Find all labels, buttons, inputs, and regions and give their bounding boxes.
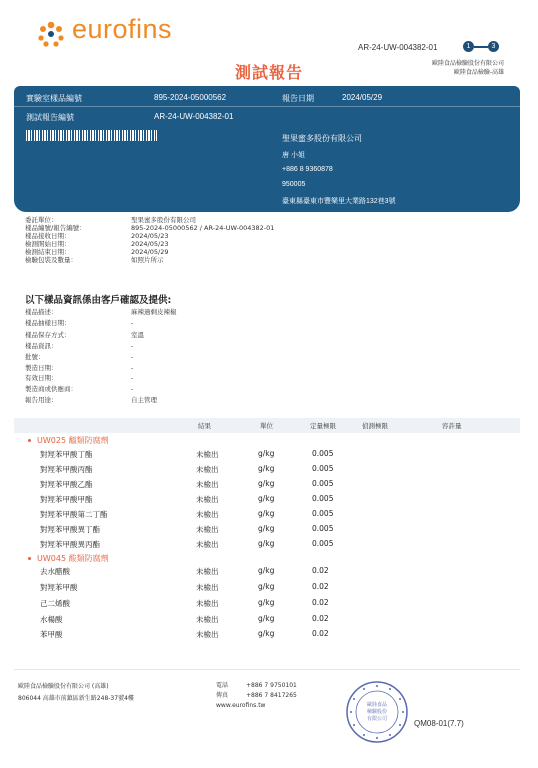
info-value: 2024/05/23 (131, 232, 169, 240)
info-value: 室溫 (131, 331, 144, 339)
analyte-unit: g/kg (258, 464, 275, 473)
report-no-label: 測試報告編號 (26, 113, 74, 122)
analyte-result: 未檢出 (196, 567, 219, 576)
client-address: 臺東縣臺東市豐樂里大業路132巷3號 (282, 198, 396, 205)
analyte-name: 對羥苯甲酸乙酯 (40, 480, 93, 489)
analyte-unit: g/kg (258, 479, 275, 488)
tel-value: +886 7 9750101 (246, 682, 297, 689)
info-label: 樣品編號/報告編號： (25, 224, 86, 232)
analyte-result: 未檢出 (196, 510, 219, 519)
analyte-name: 對羥苯甲酸丙酯 (40, 465, 93, 474)
footer-contact-block (216, 681, 297, 711)
svg-text:歐陸食品: 歐陸食品 (366, 702, 388, 708)
analyte-name: 對羥苯甲酸丁酯 (40, 450, 93, 459)
analyte-result: 未檢出 (196, 450, 219, 459)
client-postal: 950005 (282, 181, 306, 188)
footer-company: 歐陸食品檢驗股份有限公司 (高雄) (18, 683, 109, 690)
analyte-unit: g/kg (258, 629, 275, 638)
company-seal-icon (345, 680, 409, 744)
analyte-result: 未檢出 (196, 615, 219, 624)
info-label: 樣品抽樣日期： (25, 319, 71, 327)
info-label: 委託單位： (25, 216, 58, 224)
footer-web[interactable]: www.eurofins.tw (216, 702, 266, 709)
info-label: 樣品資訊： (25, 342, 58, 350)
footer-fax-row (216, 691, 297, 701)
footer-divider (14, 669, 520, 670)
report-date-label: 報告日期 (282, 94, 314, 103)
bullet-icon (28, 439, 31, 442)
barcode (26, 130, 157, 141)
info-label: 檢測結束日期： (25, 248, 71, 256)
info-label: 有效日期： (25, 374, 58, 382)
test-group-title (28, 435, 109, 446)
info-value: - (131, 342, 134, 350)
analyte-result: 未檢出 (196, 630, 219, 639)
analyte-unit: g/kg (258, 494, 275, 503)
footer-company-block (18, 681, 134, 705)
col-unit: 單位 (260, 422, 273, 430)
analyte-loq: 0.005 (312, 494, 334, 503)
info-label: 樣品接收日期： (25, 232, 71, 240)
info-label: 樣品保存方式： (25, 331, 71, 339)
report-date: 2024/05/29 (342, 93, 383, 102)
info-label: 樣品描述： (25, 308, 58, 316)
analyte-unit: g/kg (258, 449, 275, 458)
form-code: QM08-01(7.7) (414, 719, 464, 728)
analyte-name: 對羥苯甲酸甲酯 (40, 495, 93, 504)
bullet-icon (28, 557, 31, 560)
group-title-text: UW045 酸類防腐劑 (37, 554, 109, 563)
svg-text:有限公司: 有限公司 (366, 716, 388, 722)
analyte-loq: 0.02 (312, 582, 329, 591)
banner-divider (14, 106, 520, 107)
report-no: AR-24-UW-004382-01 (154, 112, 234, 121)
page-title: 測試報告 (234, 63, 303, 82)
analyte-name: 水楊酸 (40, 615, 63, 624)
analyte-name: 對羥苯甲酸異丙酯 (40, 540, 100, 549)
col-lod: 偵測極限 (362, 422, 388, 430)
footer-address: 806044 高雄市前鎮區新生路248-37號4樓 (18, 695, 134, 702)
info-value: 聖果蜜多股份有限公司 (131, 216, 196, 224)
tel-label: 電話 (216, 682, 229, 689)
fax-value: +886 7 8417265 (246, 692, 297, 699)
lab-name-line1: 歐陸食品檢驗股份有限公司 (431, 60, 504, 67)
info-value: 自主管理 (131, 396, 157, 404)
col-loq: 定量極限 (310, 422, 336, 430)
analyte-result: 未檢出 (196, 480, 219, 489)
info-value: 895-2024-05000562 / AR-24-UW-004382-01 (131, 224, 275, 232)
analyte-unit: g/kg (258, 598, 275, 607)
group-title-text: UW025 醯類防腐劑 (37, 436, 109, 445)
analyte-loq: 0.005 (312, 479, 334, 488)
info-value: - (131, 364, 134, 372)
col-limit: 容許量 (442, 422, 462, 430)
analyte-loq: 0.005 (312, 464, 334, 473)
client-contact: 唐 小姐 (282, 152, 305, 159)
analyte-loq: 0.02 (312, 629, 329, 638)
info-label: 報告用途： (25, 396, 58, 404)
analyte-loq: 0.005 (312, 539, 334, 548)
analyte-unit: g/kg (258, 539, 275, 548)
lab-name-line2: 歐陸食品檢驗-高雄 (453, 69, 504, 76)
analyte-name: 對羥苯甲酸第二丁酯 (40, 510, 108, 519)
info-value: - (131, 353, 134, 361)
info-value: 麻辣過剩皮辣椒 (131, 308, 177, 316)
analyte-result: 未檢出 (196, 583, 219, 592)
info-value: - (131, 319, 134, 327)
report-banner (14, 86, 520, 212)
analyte-unit: g/kg (258, 509, 275, 518)
info-label: 製造日期： (25, 364, 58, 372)
info-value: 2024/05/29 (131, 248, 169, 256)
doc-number: AR-24-UW-004382-01 (358, 43, 438, 52)
analyte-loq: 0.005 (312, 509, 334, 518)
analyte-result: 未檢出 (196, 525, 219, 534)
analyte-unit: g/kg (258, 582, 275, 591)
analyte-loq: 0.005 (312, 449, 334, 458)
svg-text:檢驗股份: 檢驗股份 (366, 709, 388, 715)
analyte-result: 未檢出 (196, 599, 219, 608)
info-value: 2024/05/23 (131, 240, 169, 248)
analyte-result: 未檢出 (196, 465, 219, 474)
analyte-unit: g/kg (258, 614, 275, 623)
info-label: 檢驗包裝及數量： (25, 256, 77, 264)
page-current: 1 (463, 41, 474, 52)
test-group-title (28, 553, 109, 564)
analyte-name: 去水醋酸 (40, 567, 70, 576)
analyte-name: 對羥苯甲酸異丁酯 (40, 525, 100, 534)
info-label: 製造商或供應商： (25, 385, 77, 393)
analyte-unit: g/kg (258, 566, 275, 575)
analyte-name: 己二烯酸 (40, 599, 70, 608)
analyte-loq: 0.02 (312, 566, 329, 575)
info-label: 檢測開始日期： (25, 240, 71, 248)
page-connector (474, 46, 488, 48)
client-name: 聖果蜜多股份有限公司 (282, 134, 362, 143)
analyte-loq: 0.02 (312, 614, 329, 623)
col-result: 結果 (198, 422, 211, 430)
analyte-name: 苯甲酸 (40, 630, 63, 639)
analyte-result: 未檢出 (196, 495, 219, 504)
analyte-loq: 0.02 (312, 598, 329, 607)
results-table-header (14, 418, 520, 433)
section-title: 以下樣品資訊係由客戶確認及提供: (25, 295, 172, 306)
analyte-loq: 0.005 (312, 524, 334, 533)
lab-sample-no-label: 實驗室樣品編號 (26, 94, 82, 103)
lab-sample-no: 895-2024-05000562 (154, 93, 227, 102)
page-indicator (463, 41, 499, 52)
client-phone: +886 8 9360878 (282, 166, 333, 173)
analyte-name: 對羥苯甲酸 (40, 583, 78, 592)
info-value: - (131, 374, 134, 382)
info-value: 如照片所示 (131, 256, 164, 264)
lab-name (388, 59, 504, 77)
logo-text: eurofins (72, 14, 173, 44)
page-total: 3 (488, 41, 499, 52)
analyte-unit: g/kg (258, 524, 275, 533)
eurofins-logo-icon (36, 20, 66, 50)
footer-tel-row (216, 681, 297, 691)
fax-label: 傳真 (216, 692, 229, 699)
analyte-result: 未檢出 (196, 540, 219, 549)
info-label: 批號： (25, 353, 45, 361)
info-value: - (131, 385, 134, 393)
